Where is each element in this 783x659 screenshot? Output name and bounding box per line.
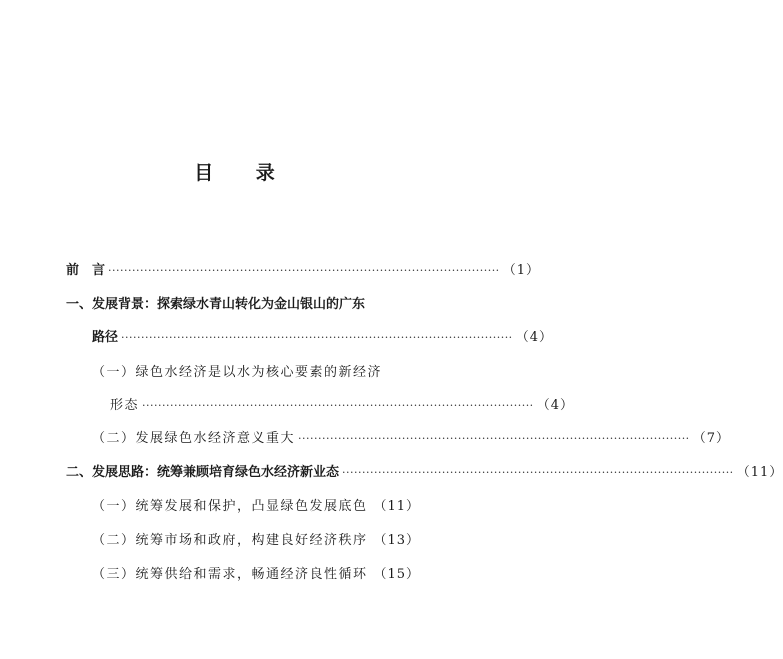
toc-entry-text: 形态 — [110, 398, 140, 413]
toc-leader-dots: ·································································································· — [298, 432, 690, 445]
toc-entry-text: 路径 — [92, 330, 119, 345]
toc-entry-section-1-1[interactable] — [92, 364, 407, 382]
toc-entry-section-1-2[interactable] — [92, 430, 730, 448]
toc-entry-chapter-1[interactable] — [66, 296, 407, 314]
toc-leader-dots: ·································································································· — [108, 264, 500, 277]
toc-entry-section-1-1-cont[interactable] — [110, 397, 574, 415]
toc-entry-text: 一、发展背景：探索绿水青山转化为金山银山的广东 — [66, 297, 366, 312]
toc-entry-preface[interactable] — [66, 262, 540, 280]
toc-entry-text: 二、发展思路：统筹兼顾培育绿色水经济新业态 — [66, 465, 340, 480]
toc-page-number: （13） — [373, 533, 421, 548]
toc-entry-section-2-2[interactable] — [92, 532, 421, 550]
toc-page-number: （4） — [515, 330, 553, 345]
toc-entry-section-2-3[interactable] — [92, 566, 421, 584]
toc-leader-dots: ·································································································· — [342, 466, 734, 479]
toc-page-number: （4） — [536, 398, 574, 413]
toc-page-number: （1） — [502, 263, 540, 278]
toc-page-number: （15） — [373, 567, 421, 582]
toc-page-number: （11） — [373, 499, 421, 514]
toc-entry-text: （二）发展绿色水经济意义重大 — [92, 431, 296, 446]
toc-entry-text: （三）统筹供给和需求，畅通经济良性循环 — [92, 567, 368, 582]
toc-entry-text: （一）统筹发展和保护，凸显绿色发展底色 — [92, 499, 368, 514]
toc-leader-dots: ·································································································· — [121, 331, 513, 344]
toc-leader-dots: ·································································································· — [142, 399, 534, 412]
toc-entry-text: 前 言 — [66, 263, 106, 278]
page-title: 目 录 — [194, 162, 293, 184]
toc-page-number: （11） — [736, 465, 783, 480]
toc-entry-chapter-2[interactable] — [66, 464, 783, 482]
toc-entry-chapter-1-cont[interactable] — [92, 329, 553, 347]
toc-page-number: （7） — [692, 431, 730, 446]
toc-entry-text: （一）绿色水经济是以水为核心要素的新经济 — [92, 365, 383, 380]
toc-entry-section-2-1[interactable] — [92, 498, 421, 516]
toc-entry-text: （二）统筹市场和政府，构建良好经济秩序 — [92, 533, 368, 548]
